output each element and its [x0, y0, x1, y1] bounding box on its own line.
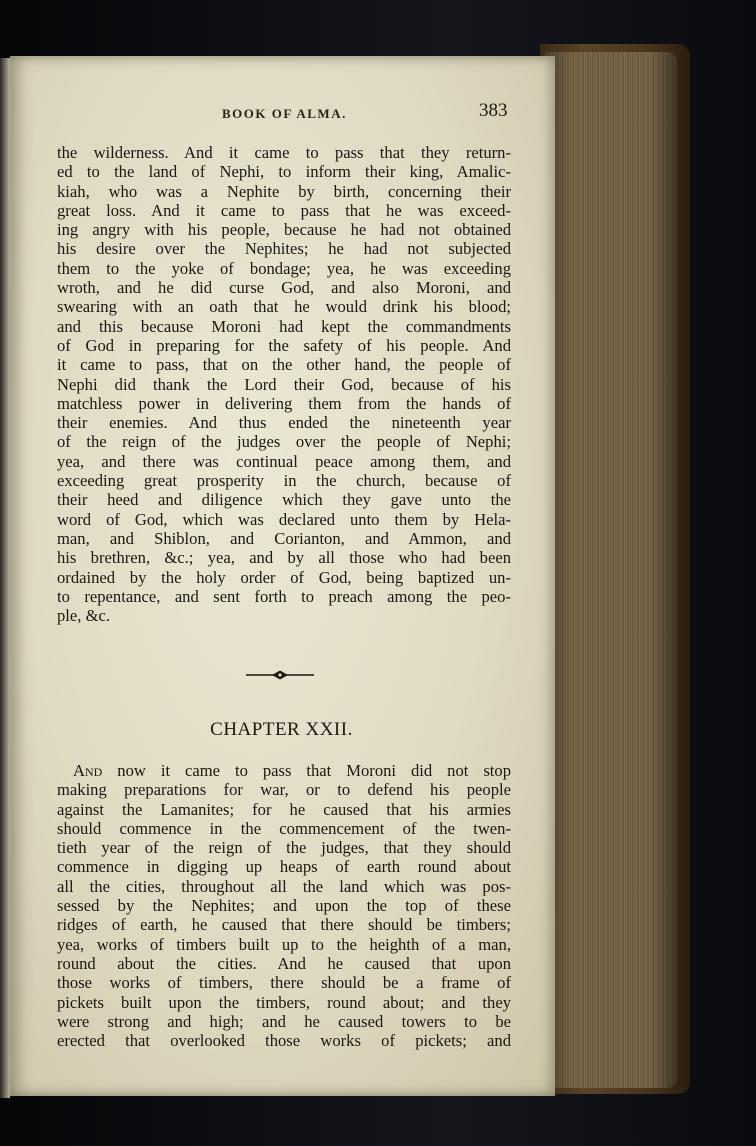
text-line: ed to the land of Nephi, to inform their king, Amalic- [57, 162, 511, 182]
text-line: erected that overlooked those works of pickets; and [57, 1031, 511, 1051]
running-title: BOOK OF ALMA. [222, 106, 347, 121]
text-line: matchless power in delivering them from the hands of [57, 393, 511, 413]
text-line: word of God, which was declared unto them by Hela- [57, 509, 511, 529]
first-line-text: now it came to pass that Moroni did not stop [102, 761, 511, 780]
section-divider-ornament [246, 668, 314, 682]
text-line: commence in digging up heaps of earth round about [57, 857, 511, 877]
text-line: ing angry with his people, because he had not obtained [57, 220, 511, 240]
text-line: their enemies. And thus ended the nineteenth year [57, 413, 511, 433]
text-line: yea, works of timbers built up to the heighth of a man, [57, 934, 511, 954]
text-line: and this because Moroni had kept the commandments [57, 316, 511, 336]
text-line: of God in preparing for the safety of his people. And [57, 335, 511, 355]
text-line: man, and Shiblon, and Corianton, and Ammon, and [57, 528, 511, 548]
text-line: should commence in the commencement of the twen- [57, 818, 511, 838]
page-edges-block [545, 52, 677, 1088]
page-number: 383 [479, 100, 508, 121]
text-line: of the reign of the judges over the people of Nephi; [57, 432, 511, 452]
passage-continued [57, 143, 511, 625]
text-line: tieth year of the reign of the judges, that they should [57, 838, 511, 858]
text-line: pickets built upon the timbers, round about; and they [57, 992, 511, 1012]
text-line: the wilderness. And it came to pass that they return- [57, 143, 511, 162]
text-line: making preparations for war, or to defend his people [57, 780, 511, 800]
text-line: those works of timbers, there should be a frame of [57, 973, 511, 993]
text-line: his brethren, &c.; yea, and by all those who had been [57, 548, 511, 568]
text-line: yea, and there was continual peace among them, and [57, 451, 511, 471]
text-line: ridges of earth, he caused that there should be timbers; [57, 915, 511, 935]
text-line: were strong and high; and he caused towers to be [57, 1011, 511, 1031]
text-line: against the Lamanites; for he caused that his armies [57, 799, 511, 819]
text-line: to repentance, and sent forth to preach among the peo- [57, 586, 511, 606]
text-line: exceeding great prosperity in the church, because of [57, 471, 511, 491]
text-line: swearing with an oath that he would drink his blood; [57, 297, 511, 317]
previous-page-edge [0, 58, 10, 1098]
text-line: ordained by the holy order of God, being baptized un- [57, 567, 511, 587]
text-line: their heed and diligence which they gave unto the [57, 490, 511, 510]
text-line: wroth, and he did curse God, and also Moroni, and [57, 278, 511, 298]
drop-word: And [73, 761, 103, 780]
text-line: them to the yoke of bondage; yea, he was exceeding [57, 258, 511, 278]
text-line: his desire over the Nephites; he had not subjected [57, 239, 511, 259]
text-line: all the cities, throughout all the land which was pos- [57, 876, 511, 896]
text-line-first [57, 761, 511, 780]
text-line: ple, &c. [57, 606, 110, 626]
text-line: kiah, who was a Nephite by birth, concerning their [57, 181, 511, 201]
text-line: sessed by the Nephites; and upon the top of these [57, 896, 511, 916]
chapter-heading: CHAPTER XXII. [210, 719, 353, 740]
text-line: round about the cities. And he caused that upon [57, 953, 511, 973]
text-line: great loss. And it came to pass that he was exceed- [57, 200, 511, 220]
chapter-text [57, 761, 511, 1050]
text-line: Nephi did thank the Lord their God, because of his [57, 374, 511, 394]
text-line: it came to pass, that on the other hand, the people of [57, 355, 511, 375]
